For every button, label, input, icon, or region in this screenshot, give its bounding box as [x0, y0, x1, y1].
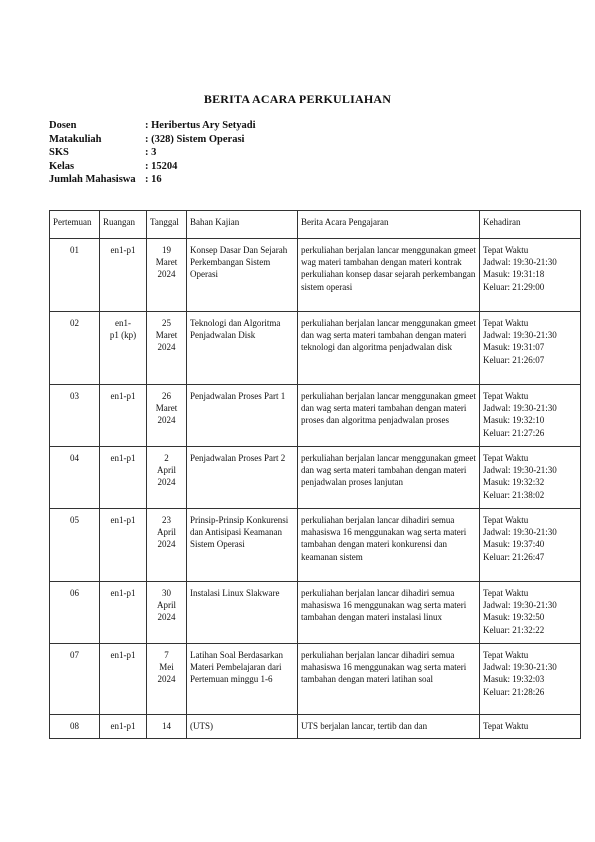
cell-text: perkuliahan berjalan lancar dihadiri semua mahasiswa 16 menggunakan wag serta materi tambahan dengan materi latihan soal — [301, 650, 467, 685]
cell-bahan-kajian — [187, 239, 298, 312]
cell-text: Konsep Dasar Dan Sejarah Perkembangan Sistem Operasi — [190, 245, 288, 280]
table-row — [50, 312, 581, 385]
cell-bahan-kajian — [187, 582, 298, 644]
cell-text: Latihan Soal Berdasarkan Materi Pembelajaran dari Pertemuan minggu 1-6 — [190, 650, 283, 685]
cell-tanggal — [147, 447, 187, 509]
info-row-sks — [49, 146, 256, 160]
table-header-row — [50, 211, 581, 239]
cell-text: 03 — [70, 391, 79, 401]
header-kehadiran: Kehadiran — [480, 211, 581, 239]
attendance-in: Masuk: 19:32:32 — [483, 477, 545, 488]
cell-text: en1- p1 (kp) — [109, 318, 137, 341]
attendance-out: Keluar: 21:32:22 — [483, 624, 545, 635]
attendance-status: Tepat Waktu — [483, 245, 529, 255]
cell-pertemuan — [50, 385, 100, 447]
cell-berita-acara — [298, 644, 480, 715]
cell-tanggal — [147, 239, 187, 312]
cell-text: 19 Maret 2024 — [155, 245, 178, 280]
cell-text: perkuliahan berjalan lancar dihadiri semua mahasiswa 16 menggunakan wag serta materi tambahan dengan materi konkurensi dan keamanan sistem — [301, 515, 467, 562]
cell-ruangan — [100, 582, 147, 644]
table-row — [50, 239, 581, 312]
cell-berita-acara — [298, 509, 480, 582]
cell-text: 14 — [162, 721, 171, 731]
cell-ruangan — [100, 509, 147, 582]
attendance-status: Tepat Waktu — [483, 453, 529, 463]
cell-pertemuan — [50, 509, 100, 582]
cell-kehadiran — [480, 582, 581, 644]
header-ruangan: Ruangan — [100, 211, 147, 239]
cell-tanggal — [147, 312, 187, 385]
cell-text: (UTS) — [190, 721, 213, 731]
cell-text: Prinsip-Prinsip Konkurensi dan Antisipasi Keamanan Sistem Operasi — [190, 515, 289, 550]
cell-text: 30 April 2024 — [157, 588, 176, 623]
cell-text: en1-p1 — [110, 650, 136, 660]
cell-bahan-kajian — [187, 715, 298, 739]
attendance-schedule: Jadwal: 19:30-21:30 — [483, 330, 557, 341]
attendance-status: Tepat Waktu — [483, 318, 529, 328]
cell-text: Penjadwalan Proses Part 2 — [190, 453, 286, 463]
cell-text: en1-p1 — [110, 721, 136, 731]
cell-berita-acara — [298, 715, 480, 739]
cell-text: 04 — [70, 453, 79, 463]
cell-berita-acara — [298, 239, 480, 312]
cell-text: perkuliahan berjalan lancar menggunakan gmeet dan wag serta materi tambahan dengan materi teknologi dan algoritma penjadwalan disk — [301, 318, 476, 353]
cell-text: en1-p1 — [110, 453, 136, 463]
document-title: BERITA ACARA PERKULIAHAN — [203, 92, 392, 106]
cell-berita-acara — [298, 582, 480, 644]
cell-pertemuan — [50, 644, 100, 715]
cell-pertemuan — [50, 715, 100, 739]
header-bahan-kajian: Bahan Kajian — [187, 211, 298, 239]
cell-pertemuan — [50, 312, 100, 385]
cell-text: 05 — [70, 515, 79, 525]
header-tanggal: Tanggal — [147, 211, 187, 239]
attendance-schedule: Jadwal: 19:30-21:30 — [483, 600, 557, 611]
cell-pertemuan — [50, 447, 100, 509]
attendance-in: Masuk: 19:31:18 — [483, 269, 545, 280]
info-value: : 3 — [145, 147, 157, 158]
cell-pertemuan — [50, 239, 100, 312]
cell-ruangan — [100, 385, 147, 447]
cell-text: 08 — [70, 721, 79, 731]
cell-text: en1-p1 — [110, 588, 136, 598]
cell-text: UTS berjalan lancar, tertib dan dan — [301, 721, 428, 731]
attendance-status: Tepat Waktu — [483, 650, 529, 660]
cell-kehadiran — [480, 385, 581, 447]
cell-tanggal — [147, 715, 187, 739]
cell-tanggal — [147, 509, 187, 582]
cell-bahan-kajian — [187, 312, 298, 385]
attendance-in: Masuk: 19:32:50 — [483, 612, 545, 623]
table-row — [50, 644, 581, 715]
cell-text: perkuliahan berjalan lancar menggunakan gmeet wag materi tambahan dengan materi kontrak perkuliahan konsep dasar sejarah perkembangan sistem operasi — [301, 245, 476, 292]
info-row-matakuliah — [49, 133, 256, 147]
cell-text: 07 — [70, 650, 79, 660]
cell-kehadiran — [480, 644, 581, 715]
attendance-in: Masuk: 19:32:03 — [483, 674, 545, 685]
cell-kehadiran — [480, 312, 581, 385]
cell-bahan-kajian — [187, 644, 298, 715]
attendance-in: Masuk: 19:32:10 — [483, 415, 545, 426]
cell-text: 7 Mei 2024 — [157, 650, 176, 685]
info-value: : 16 — [145, 174, 162, 185]
attendance-out: Keluar: 21:38:02 — [483, 489, 545, 500]
cell-berita-acara — [298, 447, 480, 509]
attendance-schedule: Jadwal: 19:30-21:30 — [483, 527, 557, 538]
table-row — [50, 582, 581, 644]
cell-text: 06 — [70, 588, 79, 598]
cell-ruangan — [100, 312, 147, 385]
cell-ruangan — [100, 715, 147, 739]
cell-text: Instalasi Linux Slakware — [190, 588, 280, 598]
attendance-schedule: Jadwal: 19:30-21:30 — [483, 465, 557, 476]
table-row — [50, 385, 581, 447]
attendance-out: Keluar: 21:28:26 — [483, 686, 545, 697]
cell-text: en1-p1 — [110, 391, 136, 401]
info-value: : 15204 — [145, 160, 178, 172]
table-row — [50, 509, 581, 582]
attendance-schedule: Jadwal: 19:30-21:30 — [483, 257, 557, 268]
cell-text: Penjadwalan Proses Part 1 — [190, 391, 286, 401]
info-label: Kelas — [49, 160, 75, 172]
cell-text: 02 — [70, 318, 79, 328]
info-value: : (328) Sistem Operasi — [145, 133, 245, 145]
cell-kehadiran — [480, 447, 581, 509]
cell-bahan-kajian — [187, 447, 298, 509]
cell-berita-acara — [298, 385, 480, 447]
cell-bahan-kajian — [187, 509, 298, 582]
attendance-out: Keluar: 21:29:00 — [483, 281, 545, 292]
info-label: Matakuliah — [49, 133, 102, 145]
info-row-jumlah-mahasiswa — [49, 173, 256, 187]
attendance-status: Tepat Waktu — [483, 588, 529, 598]
cell-text: 23 April 2024 — [157, 515, 176, 550]
info-row-kelas — [49, 160, 256, 174]
cell-tanggal — [147, 385, 187, 447]
cell-text: perkuliahan berjalan lancar menggunakan gmeet dan wag serta materi tambahan dengan materi penjadwalan proses lanjutan — [301, 453, 476, 488]
cell-text: 25 Maret 2024 — [155, 318, 178, 353]
info-label: Jumlah Mahasiswa — [49, 174, 136, 185]
cell-tanggal — [147, 644, 187, 715]
header-berita-acara: Berita Acara Pengajaran — [298, 211, 480, 239]
lecture-record-table — [49, 210, 581, 739]
info-row-dosen — [49, 119, 256, 133]
attendance-out: Keluar: 21:27:26 — [483, 427, 545, 438]
cell-kehadiran — [480, 715, 581, 739]
cell-text: en1-p1 — [110, 515, 136, 525]
cell-kehadiran — [480, 239, 581, 312]
cell-ruangan — [100, 644, 147, 715]
cell-tanggal — [147, 582, 187, 644]
attendance-out: Keluar: 21:26:47 — [483, 551, 545, 562]
attendance-out: Keluar: 21:26:07 — [483, 354, 545, 365]
cell-text: 01 — [70, 245, 79, 255]
info-label: SKS — [49, 147, 69, 158]
attendance-status: Tepat Waktu — [483, 391, 529, 401]
info-value: : Heribertus Ary Setyadi — [145, 120, 256, 131]
cell-text: Teknologi dan Algoritma Penjadwalan Disk — [190, 318, 281, 341]
table-row — [50, 447, 581, 509]
cell-text: perkuliahan berjalan lancar menggunakan gmeet dan wag serta materi tambahan dengan materi proses dan algoritma penjadwalan proses — [301, 391, 476, 426]
info-label: Dosen — [49, 120, 77, 131]
cell-text: en1-p1 — [110, 245, 136, 255]
cell-bahan-kajian — [187, 385, 298, 447]
attendance-status: Tepat Waktu — [483, 721, 529, 731]
cell-ruangan — [100, 239, 147, 312]
course-info — [49, 119, 256, 187]
attendance-schedule: Jadwal: 19:30-21:30 — [483, 403, 557, 414]
cell-kehadiran — [480, 509, 581, 582]
cell-pertemuan — [50, 582, 100, 644]
cell-text: 2 April 2024 — [157, 453, 176, 488]
cell-text: perkuliahan berjalan lancar dihadiri semua mahasiswa 16 menggunakan wag serta materi tambahan dengan materi instalasi linux — [301, 588, 467, 623]
table-row — [50, 715, 581, 739]
cell-berita-acara — [298, 312, 480, 385]
attendance-status: Tepat Waktu — [483, 515, 529, 525]
cell-text: 26 Maret 2024 — [155, 391, 178, 426]
header-pertemuan: Pertemuan — [50, 211, 100, 239]
attendance-in: Masuk: 19:31:07 — [483, 342, 545, 353]
cell-ruangan — [100, 447, 147, 509]
attendance-schedule: Jadwal: 19:30-21:30 — [483, 662, 557, 673]
attendance-in: Masuk: 19:37:40 — [483, 539, 545, 550]
